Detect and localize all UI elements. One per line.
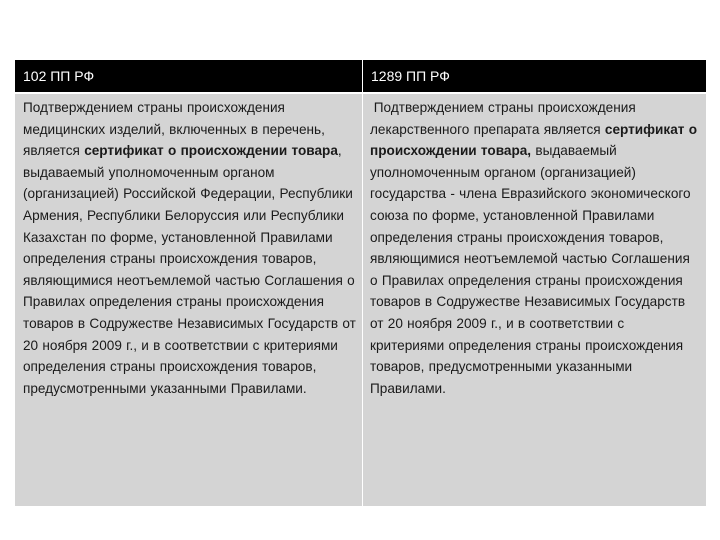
comparison-table [14,59,707,507]
cell-102-text-part1: Подтверждением страны происхождения медицинских изделий, включенных в перечень, является [23,100,325,159]
cell-1289-text [363,93,707,507]
cell-102-text [15,93,363,507]
table-row [15,93,707,507]
header-1289-pp-rf: 1289 ПП РФ [363,60,707,94]
cell-1289-text-part2: выдаваемый уполномоченным органом (организацией) государства - члена Евразийского экономического союза по форме, установленной Правилами определения страны происхождения товаров, являющимися неотъемлемой частью Соглашения о Правилах определения страны происхождения товаров в Содружестве Независимых Государств от 20 ноября 2009 г., и в соответствии с критериями определения страны происхождения товаров, предусмотренными указанными Правилами. [370,143,691,396]
cell-1289-text-part1: Подтверждением страны происхождения лекарственного препарата является [370,100,640,137]
cell-102-text-part2: , выдаваемый уполномоченным органом (организацией) Российской Федерации, Республики Армения, Республики Белоруссия или Республики Казахстан по форме, установленной Правилами определения страны происхождения товаров, являющимися неотъемлемой частью Соглашения о Правилах определения страны происхождения товаров в Содружестве Независимых Государств от 20 ноября 2009 г., и в соответствии с критериями определения страны происхождения товаров, предусмотренными указанными Правилами. [23,143,356,396]
header-102-pp-rf: 102 ПП РФ [15,60,363,94]
table-header-row [15,60,707,94]
cell-1289-text-bold: сертификат о происхождении товара, [370,121,698,159]
cell-102-text-bold: сертификат о происхождении товара [84,143,338,159]
